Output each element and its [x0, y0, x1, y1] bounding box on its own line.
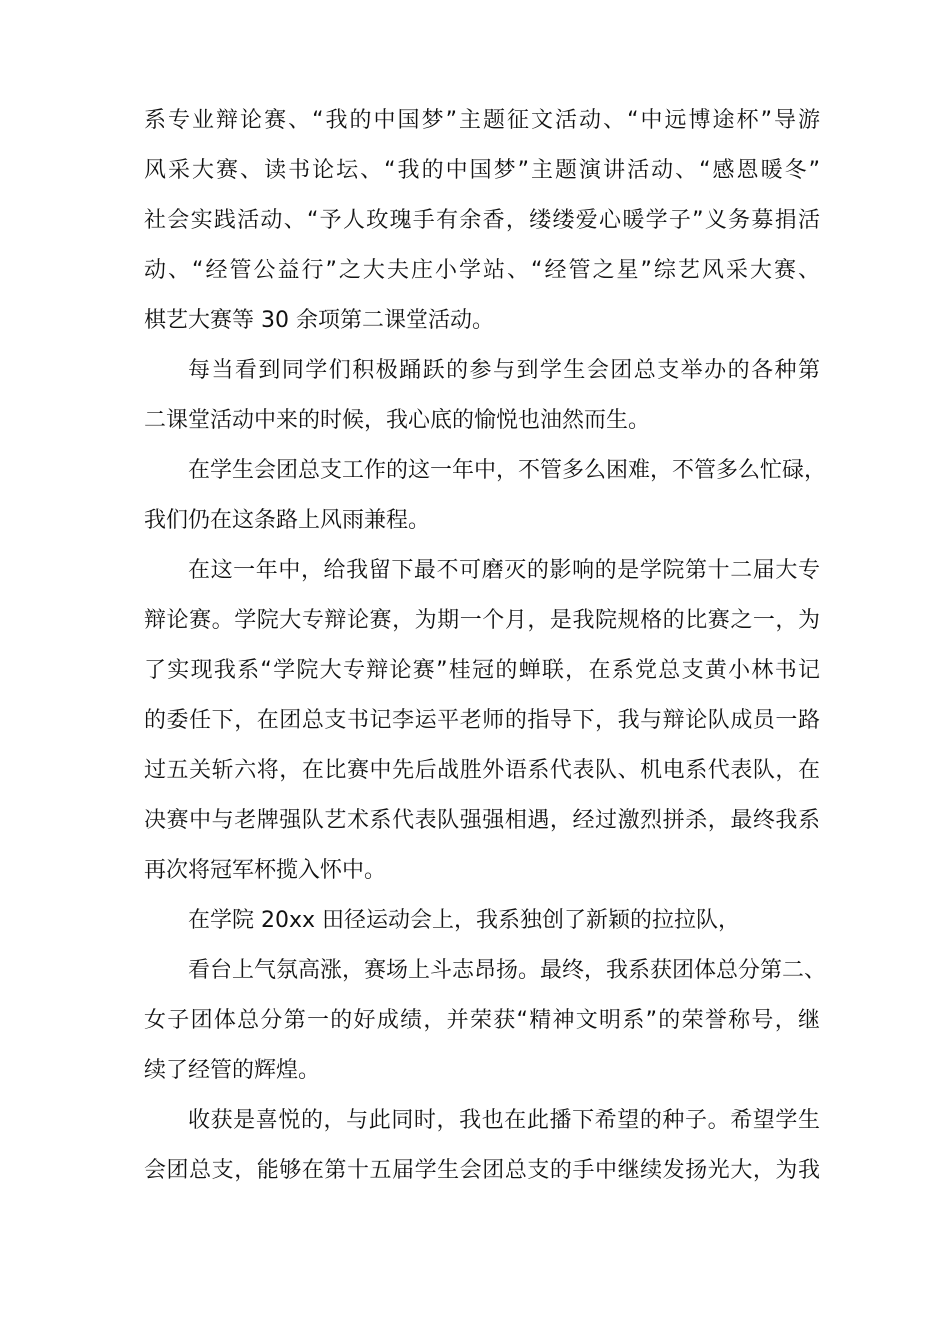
- paragraph-first-line: 每当看到同学们积极踊跃的参与到学生会团总支举办的各种第: [188, 358, 820, 383]
- text-line: 二课堂活动中来的时候，我心底的愉悦也油然而生。: [144, 408, 651, 433]
- paragraph-first-line: 在这一年中，给我留下最不可磨灭的影响的是学院第十二届大专: [188, 558, 820, 583]
- paragraph-first-line: 看台上气氛高涨，赛场上斗志昂扬。最终，我系获团体总分第二、: [188, 958, 827, 983]
- document-body: [144, 96, 827, 1196]
- paragraph-first-line: 在学院 20xx 田径运动会上，我系独创了新颖的拉拉队，: [188, 908, 741, 933]
- text-line: 的委任下，在团总支书记李运平老师的指导下，我与辩论队成员一路: [144, 708, 820, 733]
- text-line: 再次将冠军杯揽入怀中。: [144, 858, 387, 883]
- text-line: 棋艺大赛等 30 余项第二课堂活动。: [144, 308, 494, 333]
- text-line: 我们仍在这条路上风雨兼程。: [144, 508, 431, 533]
- text-line: 辩论赛。学院大专辩论赛，为期一个月，是我院规格的比赛之一，为: [144, 608, 820, 633]
- text-line: 会团总支，能够在第十五届学生会团总支的手中继续发扬光大，为我: [144, 1158, 820, 1183]
- paragraph-first-line: 收获是喜悦的，与此同时，我也在此播下希望的种子。希望学生: [188, 1108, 820, 1133]
- text-line: 系专业辩论赛、“我的中国梦”主题征文活动、“中远博途杯”导游: [144, 108, 820, 133]
- text-line: 过五关斩六将，在比赛中先后战胜外语系代表队、机电系代表队，在: [144, 758, 820, 783]
- text-line: 社会实践活动、“予人玫瑰手有余香，缕缕爱心暖学子”义务募捐活: [144, 208, 820, 233]
- text-line: 决赛中与老牌强队艺术系代表队强强相遇，经过激烈拼杀，最终我系: [144, 808, 820, 833]
- text-line: 续了经管的辉煌。: [144, 1058, 321, 1083]
- text-line: 了实现我系“学院大专辩论赛”桂冠的蝉联，在系党总支黄小林书记: [144, 658, 820, 683]
- text-line: 动、“经管公益行”之大夫庄小学站、“经管之星”综艺风采大赛、: [144, 258, 820, 283]
- text-line: 风采大赛、读书论坛、“我的中国梦”主题演讲活动、“感恩暖冬”: [144, 158, 820, 183]
- paragraph-first-line: 在学生会团总支工作的这一年中，不管多么困难，不管多么忙碌，: [188, 458, 827, 483]
- text-line: 女子团体总分第一的好成绩，并荣获“精神文明系”的荣誉称号，继: [144, 1008, 820, 1033]
